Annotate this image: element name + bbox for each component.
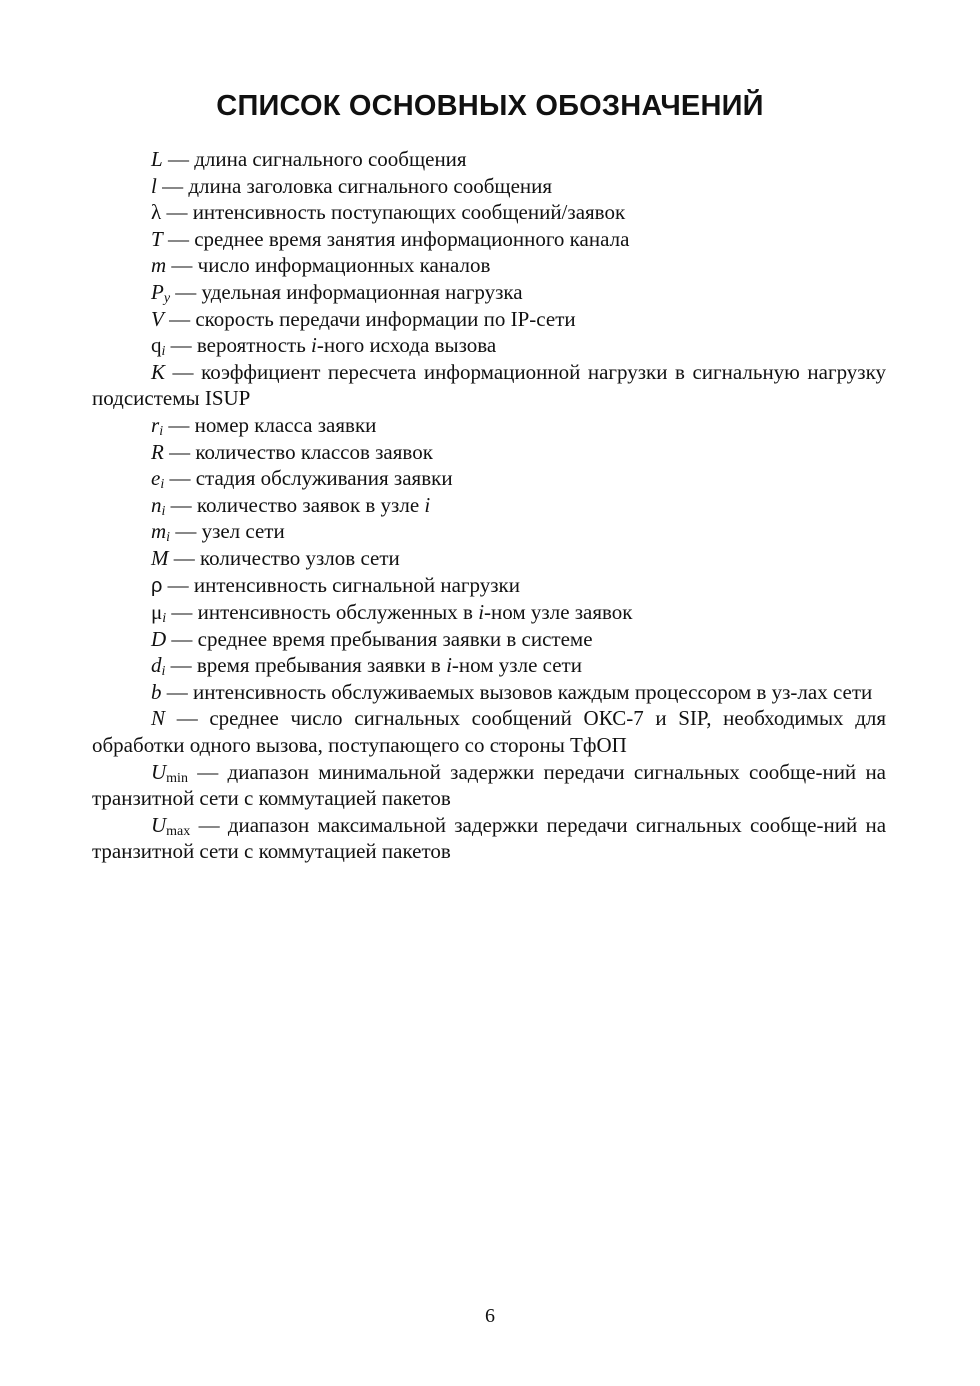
notation-description: коэффициент пересчета информационной нагрузки в сигнальную нагрузку подсистемы ISUP — [92, 359, 886, 411]
notation-symbol: U — [151, 759, 167, 784]
notation-entry-ni — [92, 492, 886, 519]
description-text: количество заявок в узле — [196, 492, 425, 517]
notation-symbol: D — [151, 626, 167, 651]
page-number: 6 — [485, 1305, 495, 1327]
notation-description — [197, 493, 430, 517]
notation-entry-mui — [92, 599, 886, 626]
notation-description: длина сигнального сообщения — [194, 147, 467, 171]
notation-description — [197, 653, 582, 677]
notation-entry-M — [92, 545, 886, 572]
notation-dash: — — [171, 600, 193, 625]
notation-symbol: m — [151, 519, 167, 544]
notation-dash: — — [169, 439, 191, 464]
notation-subscript: max — [166, 823, 191, 839]
notation-description: скорость передачи информации по IP-сети — [195, 306, 576, 331]
notation-description: интенсивность сигнальной нагрузки — [193, 572, 520, 597]
notation-subscript: i — [161, 664, 166, 680]
notation-symbol: λ — [151, 200, 162, 225]
notation-list — [92, 146, 886, 865]
notation-symbol: n — [151, 492, 162, 517]
notation-symbol: L — [151, 147, 163, 171]
notation-dash: — — [162, 173, 184, 198]
notation-dash: — — [175, 519, 197, 544]
notation-entry-ei — [92, 465, 886, 492]
notation-dash: — — [172, 359, 194, 384]
notation-symbol: l — [151, 173, 157, 198]
page-title: СПИСОК ОСНОВНЫХ ОБОЗНАЧЕНИЙ — [216, 90, 764, 122]
notation-entry-l — [92, 173, 886, 200]
notation-description: количество классов заявок — [195, 439, 433, 464]
notation-entry-N — [92, 705, 886, 758]
notation-entry-L — [92, 146, 886, 173]
notation-subscript: min — [166, 770, 188, 786]
description-text: -ном узле сети — [451, 653, 582, 678]
notation-description: диапазон максимальной задержки передачи сигнальных сообще-ний на транзитной сети с коммутацией пакетов — [92, 812, 887, 864]
description-variable: i — [424, 492, 431, 517]
notation-description: среднее число сигнальных сообщений ОКС-7 и SIP, необходимых для обработки одного вызова, поступающего со стороны ТфОП — [92, 706, 887, 758]
notation-description: число информационных каналов — [197, 253, 491, 278]
notation-entry-V — [92, 306, 886, 333]
notation-description: узел сети — [201, 519, 285, 544]
notation-symbol: R — [151, 439, 164, 464]
notation-description: интенсивность обслуживаемых вызовов каждым процессором в уз-лах сети — [193, 679, 873, 704]
notation-symbol: U — [151, 812, 167, 837]
notation-dash: — — [198, 812, 220, 837]
description-text: -ного исхода вызова — [316, 333, 497, 358]
notation-dash: — — [175, 279, 197, 304]
notation-subscript: i — [160, 477, 165, 493]
notation-entry-K — [92, 359, 886, 412]
notation-symbol: b — [151, 679, 162, 704]
notation-symbol: K — [151, 359, 166, 384]
notation-symbol: V — [151, 306, 164, 331]
notation-entry-D — [92, 626, 886, 653]
notation-description — [197, 333, 496, 357]
notation-subscript: i — [166, 530, 171, 546]
notation-symbol: ρ — [151, 574, 163, 597]
notation-description: удельная информационная нагрузка — [201, 279, 523, 304]
description-text: -ном узле заявок — [484, 600, 633, 625]
notation-dash: — — [176, 706, 198, 731]
notation-dash: — — [169, 306, 191, 331]
notation-description: количество узлов сети — [200, 545, 400, 570]
notation-dash: — — [167, 572, 189, 597]
notation-entry-Py — [92, 279, 886, 306]
notation-subscript: i — [159, 423, 164, 439]
notation-subscript: i — [162, 611, 167, 627]
notation-symbol: P — [151, 279, 164, 304]
notation-entry-qi — [92, 332, 886, 359]
notation-dash: — — [171, 253, 193, 278]
notation-description: номер класса заявки — [194, 412, 377, 437]
description-text: время пребывания заявки в — [196, 653, 447, 678]
notation-symbol: μ — [151, 600, 163, 625]
notation-dash: — — [168, 412, 190, 437]
notation-description — [198, 600, 633, 624]
notation-dash: — — [197, 759, 219, 784]
notation-description: среднее время занятия информационного канала — [194, 226, 630, 251]
notation-entry-mi — [92, 518, 886, 545]
notation-dash: — — [170, 333, 192, 358]
notation-symbol: r — [151, 412, 160, 437]
description-text: интенсивность обслуженных в — [197, 600, 479, 625]
description-text: вероятность — [196, 333, 312, 358]
notation-entry-Umax — [92, 812, 886, 865]
notation-dash: — — [166, 200, 188, 225]
notation-symbol: m — [151, 253, 167, 278]
description-variable: i — [478, 600, 485, 625]
notation-entry-Umin — [92, 759, 886, 812]
description-variable: i — [446, 653, 452, 678]
notation-dash: — — [167, 147, 189, 171]
notation-subscript: y — [163, 290, 171, 306]
notation-dash: — — [167, 226, 189, 251]
notation-symbol: N — [151, 706, 166, 731]
notation-dash: — — [170, 492, 192, 517]
notation-entry-di — [92, 652, 886, 679]
notation-entry-rho — [92, 572, 886, 600]
notation-description: среднее время пребывания заявки в системе — [197, 626, 593, 651]
notation-symbol: q — [151, 333, 162, 358]
notation-symbol: T — [151, 226, 163, 251]
notation-symbol: e — [151, 466, 161, 491]
notation-entry-ri — [92, 412, 886, 439]
notation-dash: — — [166, 679, 188, 704]
notation-entry-b — [92, 679, 886, 706]
notation-description: стадия обслуживания заявки — [195, 466, 453, 491]
notation-symbol: d — [151, 653, 162, 678]
notation-dash: — — [170, 653, 192, 678]
notation-dash: — — [173, 545, 195, 570]
notation-subscript: i — [161, 344, 166, 360]
notation-entry-R — [92, 439, 886, 466]
notation-description: интенсивность поступающих сообщений/заявок — [192, 200, 626, 225]
notation-entry-lambda — [92, 199, 886, 226]
notation-dash: — — [169, 466, 191, 491]
description-variable: i — [311, 333, 317, 358]
notation-description: диапазон минимальной задержки передачи сигнальных сообще-ний на транзитной сети с коммутацией пакетов — [92, 759, 887, 811]
notation-entry-T — [92, 226, 886, 253]
notation-subscript: i — [161, 503, 166, 519]
notation-entry-m — [92, 252, 886, 279]
notation-symbol: M — [151, 545, 169, 570]
notation-description: длина заголовка сигнального сообщения — [188, 173, 553, 198]
notation-dash: — — [171, 626, 193, 651]
